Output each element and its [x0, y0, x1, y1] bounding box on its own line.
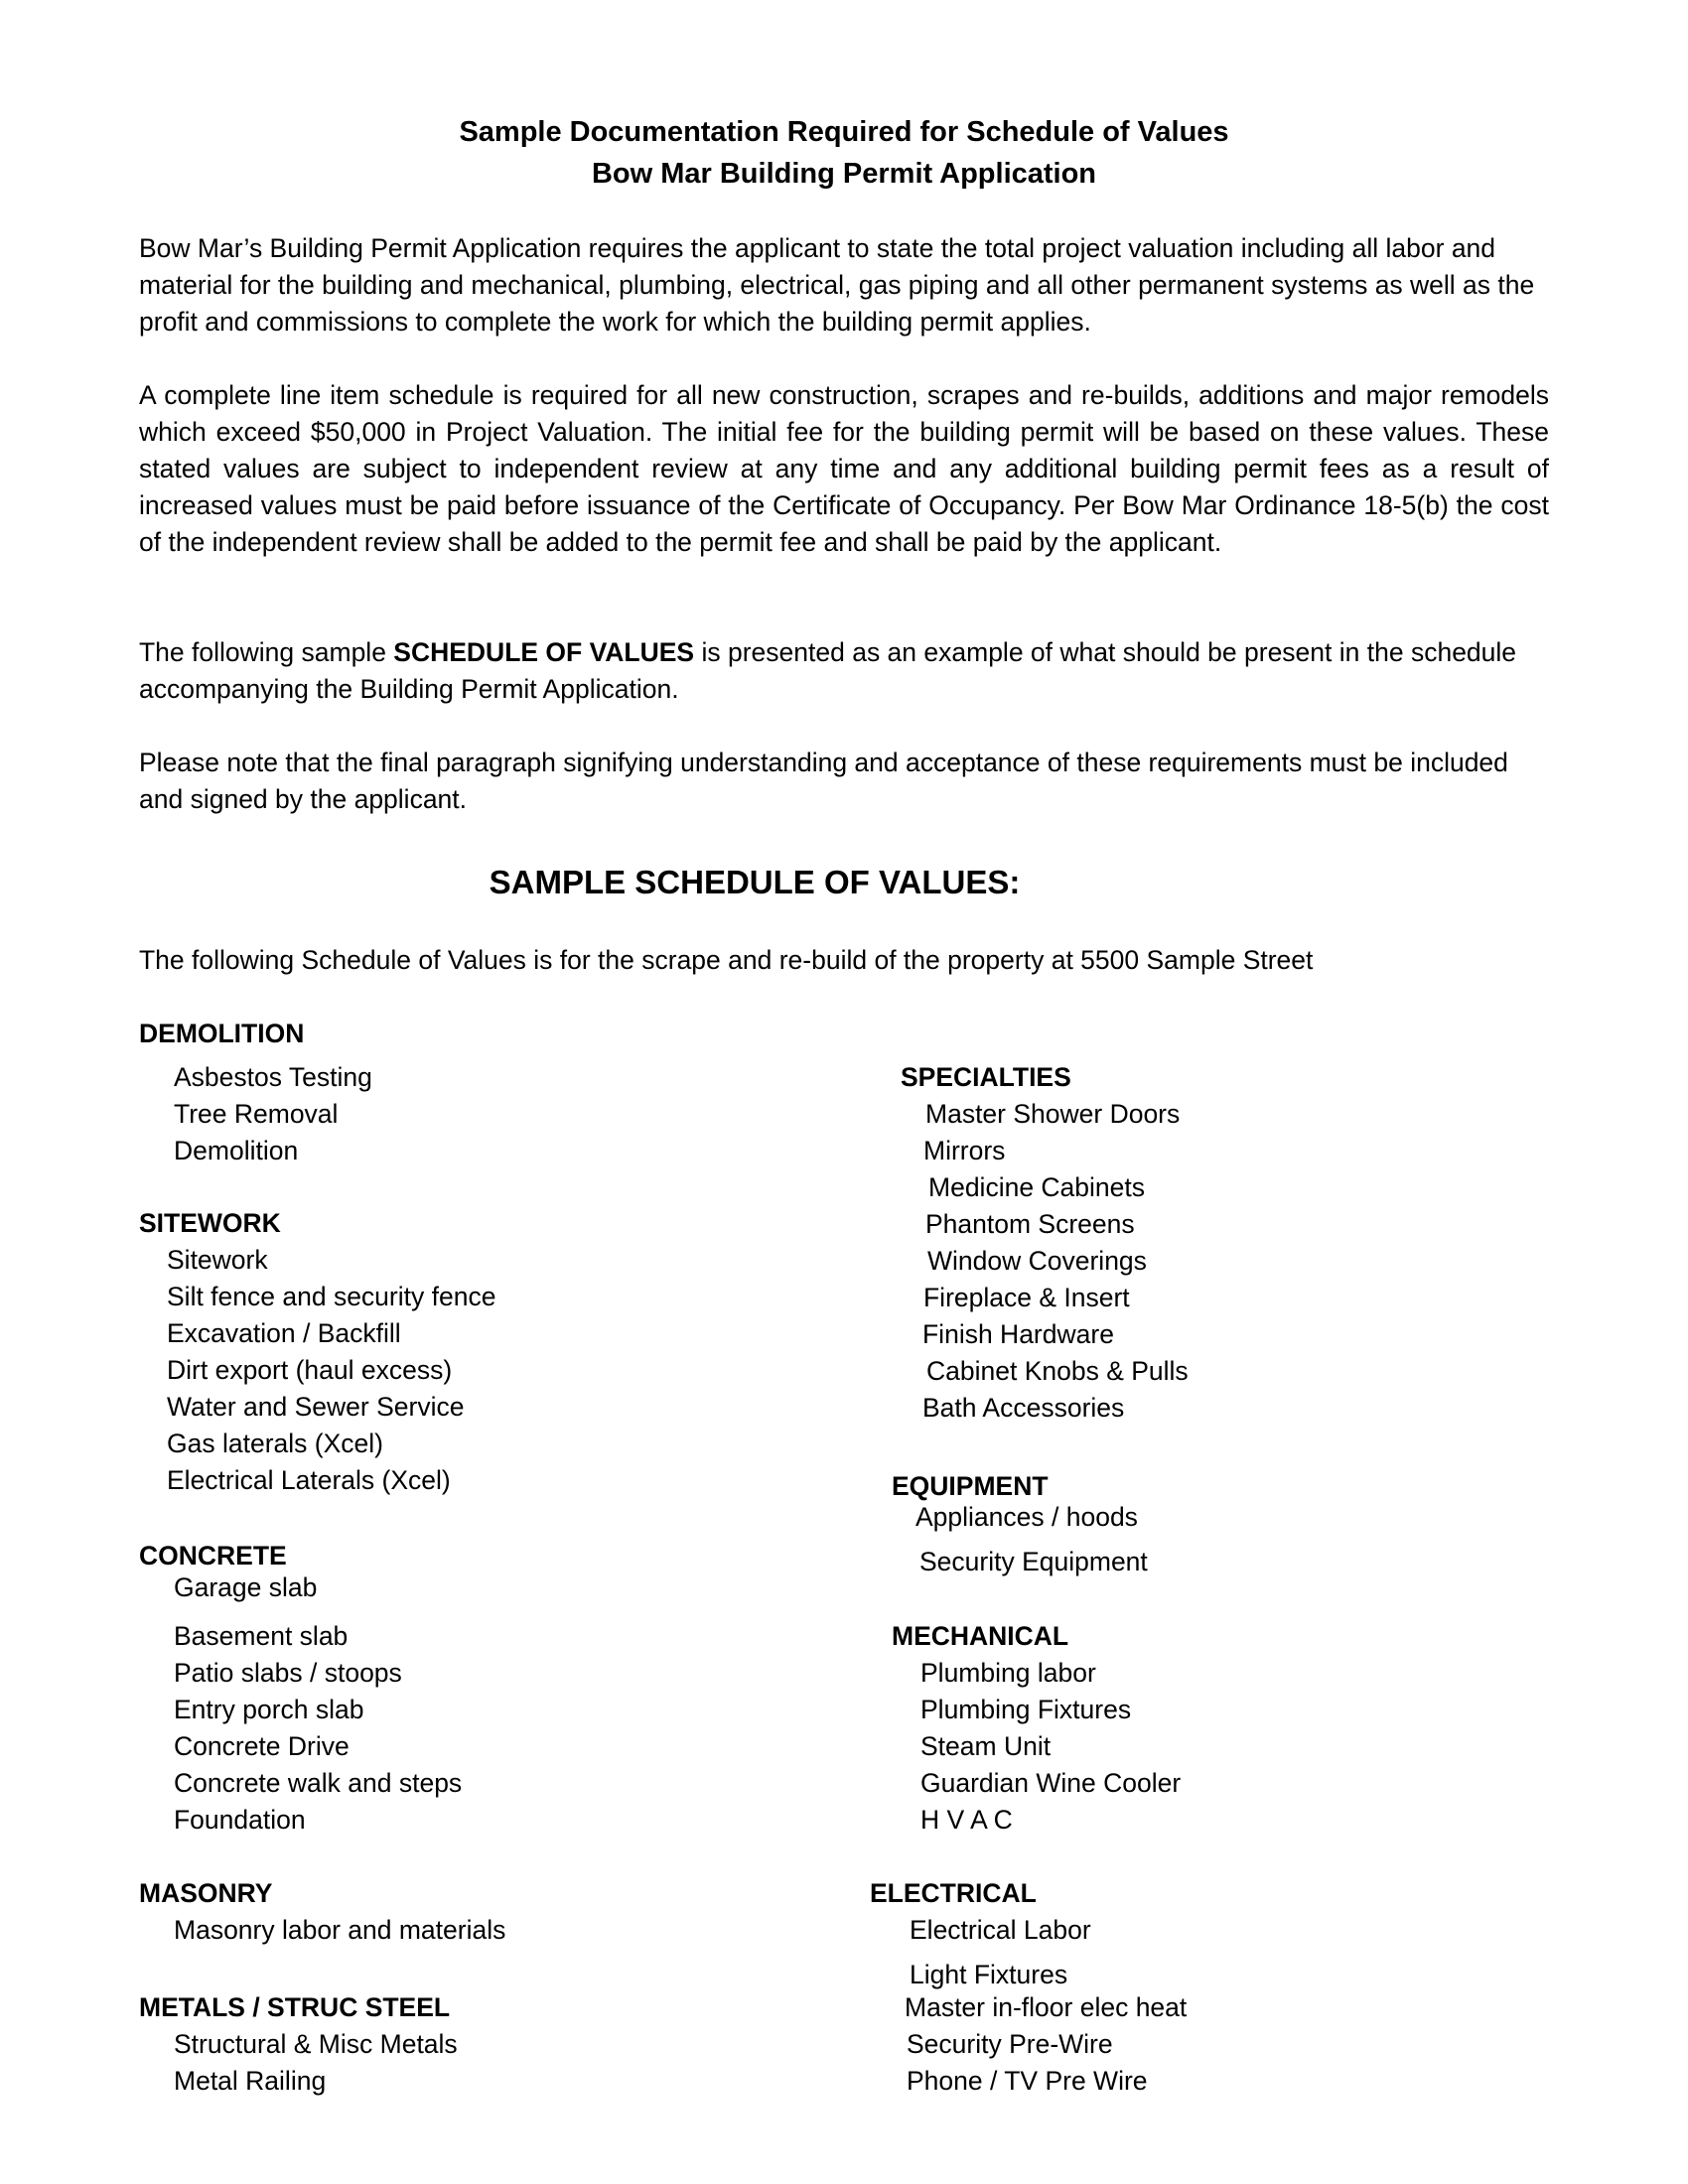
line-item-label: Sitework [167, 1245, 268, 1275]
line-item-label: Cabinet Knobs & Pulls [926, 1356, 1189, 1386]
line-item-label: Medicine Cabinets [928, 1172, 1146, 1202]
document-subtitle: Bow Mar Building Permit Application [591, 158, 1097, 190]
line-item-label: Phantom Screens [925, 1209, 1135, 1239]
line-item-label: Phone / TV Pre Wire [907, 2066, 1148, 2096]
line-item-label: Appliances / hoods [915, 1502, 1138, 1532]
line-item-label: Asbestos Testing [174, 1062, 372, 1092]
line-item-label: Demolition [174, 1136, 299, 1165]
section-heading-equipment: EQUIPMENT [892, 1471, 1049, 1501]
schedule-title: SAMPLE SCHEDULE OF VALUES: [489, 864, 1021, 900]
line-item-label: Electrical Laterals (Xcel) [167, 1465, 451, 1495]
line-item-label: Master Shower Doors [925, 1099, 1181, 1129]
section-heading-sitework: SITEWORK [139, 1208, 281, 1238]
line-item-label: Structural & Misc Metals [174, 2029, 458, 2059]
paragraph-sample-text-end: is presented as an example of what should be present in the schedule accompanying the Building Permit Application. [139, 637, 1517, 704]
paragraph-acceptance-note: Please note that the final paragraph signifying understanding and acceptance of these requirements must be included and signed by the applicant. [139, 748, 1508, 814]
line-item-label: Plumbing labor [920, 1658, 1096, 1688]
line-item-label: Tree Removal [174, 1099, 339, 1129]
line-item-label: Fireplace & Insert [923, 1283, 1130, 1312]
line-item-label: Security Pre-Wire [907, 2029, 1113, 2059]
line-item-label: Finish Hardware [922, 1319, 1114, 1349]
line-item-label: Dirt export (haul excess) [167, 1355, 453, 1385]
section-heading-concrete: CONCRETE [139, 1541, 287, 1570]
document-title: Sample Documentation Required for Schedule of Values [459, 116, 1229, 148]
line-item-label: Concrete Drive [174, 1731, 350, 1761]
line-item-label: Master in-floor elec heat [905, 1992, 1188, 2022]
line-item-label: Entry porch slab [174, 1695, 364, 1724]
section-heading-mechanical: MECHANICAL [892, 1621, 1069, 1651]
section-heading-metals: METALS / STRUC STEEL [139, 1992, 451, 2022]
line-item-label: Steam Unit [920, 1731, 1052, 1761]
line-item-label: Security Equipment [919, 1547, 1148, 1576]
line-item-label: Window Coverings [927, 1246, 1147, 1276]
line-item-label: Bath Accessories [922, 1393, 1125, 1423]
line-item-label: Gas laterals (Xcel) [167, 1429, 383, 1458]
section-heading-electrical: ELECTRICAL [870, 1878, 1037, 1908]
section-heading-specialties: SPECIALTIES [901, 1062, 1071, 1092]
paragraph-line-item-schedule: A complete line item schedule is required for all new construction, scrapes and re-builds, additions and major remodels which exceed $50,000 in Project Valuation. The initial fee for the building permit will be based on these values. These stated values are subject to independent review at any time and any additional building permit fees as a result of increased values must be paid before issuance of the Certificate of Occupancy. Per Bow Mar Ordinance 18-5(b) the cost of the independent review shall be added to the permit fee and shall be paid by the applicant. [139, 380, 1549, 557]
paragraph-sample-text: The following sample [139, 637, 394, 667]
line-item-label: Water and Sewer Service [167, 1392, 465, 1422]
section-heading-demolition: DEMOLITION [139, 1019, 305, 1048]
line-item-label: Concrete walk and steps [174, 1768, 463, 1798]
paragraph-sample-intro [139, 634, 1549, 708]
line-item-label: Light Fixtures [910, 1960, 1068, 1989]
line-item-label: H V A C [920, 1805, 1013, 1835]
section-heading-masonry: MASONRY [139, 1878, 273, 1908]
document-title-block [0, 111, 1688, 195]
line-item-label: Garage slab [174, 1572, 318, 1602]
line-item-label: Silt fence and security fence [167, 1282, 496, 1311]
line-item-label: Foundation [174, 1805, 306, 1835]
line-item-label: Mirrors [923, 1136, 1006, 1165]
line-item-label: Patio slabs / stoops [174, 1658, 402, 1688]
line-item-label: Metal Railing [174, 2066, 327, 2096]
line-item-label: Guardian Wine Cooler [920, 1768, 1182, 1798]
line-item-label: Plumbing Fixtures [920, 1695, 1132, 1724]
schedule-intro: The following Schedule of Values is for the scrape and re-build of the property at 5500 Sample Street [139, 945, 1314, 975]
line-item-label: Basement slab [174, 1621, 349, 1651]
line-item-label: Electrical Labor [910, 1915, 1091, 1945]
line-item-label: Masonry labor and materials [174, 1915, 506, 1945]
paragraph-sample-emphasis: SCHEDULE OF VALUES [393, 637, 695, 667]
line-item-label: Excavation / Backfill [167, 1318, 401, 1348]
paragraph-valuation: Bow Mar’s Building Permit Application requires the applicant to state the total project valuation including all labor and material for the building and mechanical, plumbing, electrical, gas piping and all other permanent systems as well as the profit and commissions to complete the work for which the building permit applies. [139, 233, 1535, 337]
